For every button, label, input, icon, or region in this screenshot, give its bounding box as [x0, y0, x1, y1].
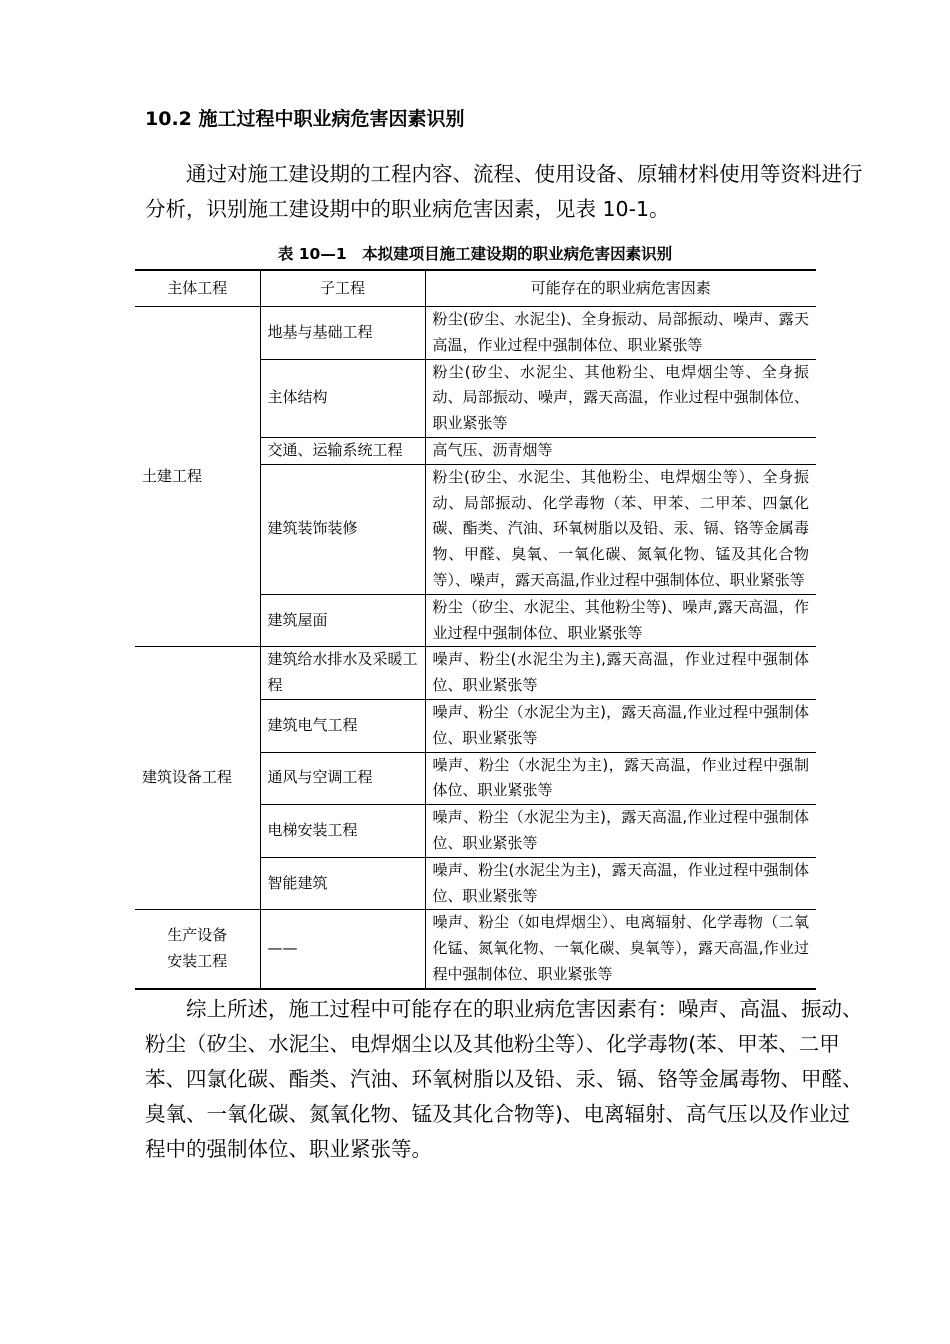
table-header-row: [135, 270, 816, 307]
hazards-cell: 噪声、粉尘（水泥尘为主)，露天高温,作业过程中强制体位、职业紧张等: [425, 805, 816, 858]
sub-project-cell: 建筑给水排水及采暖工程: [260, 647, 425, 700]
hazards-cell: 粉尘（矽尘、水泥尘、其他粉尘等)、噪声,露天高温，作业过程中强制体位、职业紧张等: [425, 594, 816, 647]
main-project-line1: 生产设备: [167, 926, 228, 945]
main-project-cell: [135, 910, 260, 989]
hazards-cell: 噪声、粉尘（水泥尘为主)，露天高温，作业过程中强制体位、职业紧张等: [425, 752, 816, 805]
hazards-cell: 粉尘(矽尘、水泥尘、其他粉尘、电焊烟尘等、全身振动、局部振动、噪声，露天高温，作业过程中强制体位、职业紧张等: [425, 359, 816, 437]
sub-project-cell: ——: [260, 910, 425, 989]
hazards-cell: 高气压、沥青烟等: [425, 437, 816, 464]
sub-project-cell: 建筑电气工程: [260, 699, 425, 752]
hazards-cell: 粉尘(矽尘、水泥尘、其他粉尘、电焊烟尘等）、全身振动、局部振动、化学毒物（苯、甲苯、二甲苯、四氯化碳、酯类、汽油、环氧树脂以及铅、汞、镉、铬等金属毒物、甲醛、臭氧、一氧化碳、氮氧化物、锰及其化合物等）、噪声，露天高温,作业过程中强制体位、职业紧张等: [425, 464, 816, 594]
hazard-table: [135, 269, 816, 990]
header-hazards: 可能存在的职业病危害因素: [425, 270, 816, 307]
sub-project-cell: 智能建筑: [260, 857, 425, 910]
sub-project-cell: 地基与基础工程: [260, 307, 425, 360]
main-project-cell: 建筑设备工程: [135, 647, 260, 910]
sub-project-cell: 主体结构: [260, 359, 425, 437]
hazards-cell: 噪声、粉尘(水泥尘为主)，露天高温，作业过程中强制体位、职业紧张等: [425, 857, 816, 910]
sub-project-cell: 电梯安装工程: [260, 805, 425, 858]
section-heading: 10.2 施工过程中职业病危害因素识别: [145, 108, 465, 130]
hazards-cell: 粉尘(矽尘、水泥尘)、全身振动、局部振动、噪声、露天高温，作业过程中强制体位、职业紧张等: [425, 307, 816, 360]
intro-paragraph: [145, 157, 865, 227]
table-row: [135, 910, 816, 989]
table-caption: 表 10—1 本拟建项目施工建设期的职业病危害因素识别: [277, 245, 673, 263]
summary-paragraph: [145, 992, 865, 1167]
table-row: [135, 307, 816, 360]
table-row: [135, 647, 816, 700]
header-sub-project: 子工程: [260, 270, 425, 307]
intro-text: 通过对施工建设期的工程内容、流程、使用设备、原辅材料使用等资料进行分析，识别施工建设期中的职业病危害因素，见表 10-1。: [145, 162, 863, 221]
main-project-cell: 土建工程: [135, 307, 260, 647]
hazards-cell: 噪声、粉尘(水泥尘为主),露天高温，作业过程中强制体位、职业紧张等: [425, 647, 816, 700]
sub-project-cell: 建筑屋面: [260, 594, 425, 647]
main-project-line2: 安装工程: [167, 952, 228, 971]
header-main-project: 主体工程: [135, 270, 260, 307]
hazards-cell: 噪声、粉尘（水泥尘为主)，露天高温,作业过程中强制体位、职业紧张等: [425, 699, 816, 752]
sub-project-cell: 交通、运输系统工程: [260, 437, 425, 464]
hazards-cell: 噪声、粉尘（如电焊烟尘）、电离辐射、化学毒物（二氧化锰、氮氧化物、一氧化碳、臭氧等），露天高温,作业过程中强制体位、职业紧张等: [425, 910, 816, 989]
sub-project-cell: 建筑装饰装修: [260, 464, 425, 594]
summary-text: 综上所述，施工过程中可能存在的职业病危害因素有：噪声、高温、振动、粉尘（矽尘、水泥尘、电焊烟尘以及其他粉尘等）、化学毒物(苯、甲苯、二甲苯、四氯化碳、酯类、汽油、环氧树脂以及铅、汞、镉、铬等金属毒物、甲醛、臭氧、一氧化碳、氮氧化物、锰及其化合物等)、电离辐射、高气压以及作业过程中的强制体位、职业紧张等。: [145, 997, 863, 1161]
sub-project-cell: 通风与空调工程: [260, 752, 425, 805]
